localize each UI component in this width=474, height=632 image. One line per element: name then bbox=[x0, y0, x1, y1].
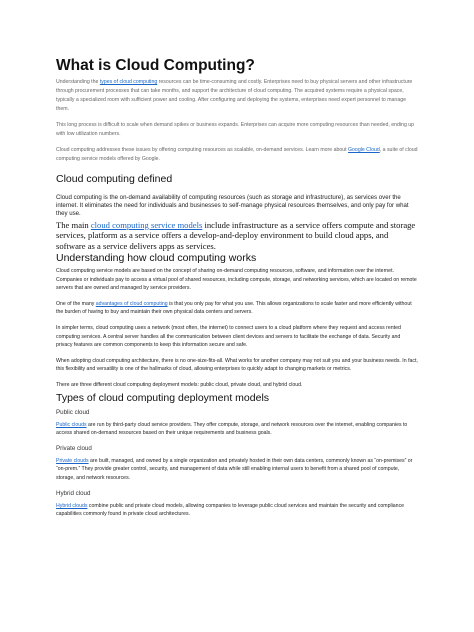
intro-3-text-b: , a suite of cloud computing service models offered by Google. bbox=[56, 147, 418, 162]
intro-paragraph-1 bbox=[56, 78, 418, 114]
defined-paragraph-1: Cloud computing is the on-demand availability of computing resources (such as storage and infrastructure), as services over the internet. It eliminates the need for individuals and businesses to self-manage physical resources themselves, and only pay for what they use. bbox=[56, 194, 409, 218]
subheading-public-cloud: Public cloud bbox=[56, 408, 90, 416]
how-paragraph-3: In simpler terms, cloud computing uses a network (most often, the internet) to connect users to a cloud platform where they request and access rented computing services. A central server handles all the communication between client devices and servers to facilitate the exchange of data. Security and privacy features are common components to keep this information secure and safe. bbox=[56, 325, 401, 349]
how-paragraph-4: When adopting cloud computing architecture, there is no one-size-fits-all. What works for another company may not suit you and your business needs. In fact, this flexibility and versatility is one of the hallmarks of cloud, allowing enterprises to quickly adapt to changing markets or metrics. bbox=[56, 357, 418, 373]
google-cloud-link[interactable]: Google Cloud bbox=[348, 147, 380, 153]
intro-3-text-a: Cloud computing addresses these issues by offering computing resources as scalable, on-demand services. Learn more about bbox=[56, 147, 349, 153]
intro-paragraph-3 bbox=[56, 146, 418, 164]
public-clouds-link[interactable]: Public clouds bbox=[56, 421, 87, 428]
public-cloud-paragraph bbox=[56, 421, 418, 438]
hybrid-clouds-link[interactable]: Hybrid clouds bbox=[56, 502, 88, 509]
cloud-computing-service-models-link[interactable]: cloud computing service models bbox=[90, 219, 203, 230]
article bbox=[56, 56, 418, 526]
defined-paragraph-2 bbox=[56, 220, 418, 252]
types-of-cloud-computing-link[interactable]: types of cloud computing bbox=[99, 79, 158, 85]
how-paragraph-1: Cloud computing service models are based on the concept of sharing on-demand computing resources, software, and information over the internet. Companies or individuals pay to access a virtual pool of shared resources, including compute, storage, and networking services, which are located on remote servers that are owned and managed by service providers. bbox=[56, 268, 417, 292]
defined-2-text-a: The main bbox=[56, 219, 91, 230]
advantages-of-cloud-computing-link[interactable]: advantages of cloud computing bbox=[95, 300, 168, 307]
intro-1-text-b: resources can be time-consuming and costly. Enterprises need to buy physical servers and other infrastructure through procurement processes that can take months, and support the architecture of cloud computing. The acquired systems require a physical space, typically a specialized room with sufficient power and cooling. After configuring and deploying the systems, enterprises need expert personnel to manage them. bbox=[56, 79, 413, 112]
page-title: What is Cloud Computing? bbox=[56, 57, 255, 74]
how-2-text-b: is that you only pay for what you use. This allows organizations to scale faster and more efficiently without the burden of having to buy and maintain their own physical data centers and servers. bbox=[56, 300, 412, 316]
private-cloud-paragraph bbox=[56, 457, 418, 483]
public-cloud-text: are run by third-party cloud service providers. They offer compute, storage, and network resources over the internet, enabling companies to access shared on-demand resources based on their unique requirements and business goals. bbox=[56, 421, 408, 437]
intro-paragraph-2: This long process is difficult to scale when demand spikes or business expands. Enterprises can acquire more computing resources than needed, ending up with low utilization numbers. bbox=[56, 122, 415, 137]
hybrid-cloud-paragraph bbox=[56, 502, 418, 519]
how-2-text-a: One of the many bbox=[56, 300, 96, 307]
private-cloud-text: are built, managed, and owned by a single organization and privately hosted in their own data centers, commonly known as “on-premises” or “on-prem.” They provide greater control, security, and management of data while still enabling internal users to benefit from a shared pool of compute, storage, and network resources. bbox=[56, 457, 413, 482]
section-heading-how-it-works: Understanding how cloud computing works bbox=[56, 252, 257, 265]
private-clouds-link[interactable]: Private clouds bbox=[56, 457, 89, 464]
hybrid-cloud-text: combine public and private cloud models, allowing companies to leverage public cloud services and maintain the security and compliance capabilities commonly found in private cloud architectures. bbox=[56, 502, 405, 518]
defined-2-text-b: include infrastructure as a service offers compute and storage services, platform as a service offers a develop-and-deploy environment to build cloud apps, and software as a service delivers apps as services. bbox=[56, 219, 416, 251]
how-paragraph-5: There are three different cloud computing deployment models: public cloud, private cloud, and hybrid cloud. bbox=[56, 382, 303, 389]
section-heading-defined: Cloud computing defined bbox=[56, 173, 173, 185]
subheading-hybrid-cloud: Hybrid cloud bbox=[56, 489, 91, 497]
how-paragraph-2 bbox=[56, 300, 418, 317]
subheading-private-cloud: Private cloud bbox=[56, 444, 92, 452]
intro-1-text-a: Understanding the bbox=[56, 79, 100, 85]
section-heading-deployment-models: Types of cloud computing deployment models bbox=[56, 391, 270, 404]
